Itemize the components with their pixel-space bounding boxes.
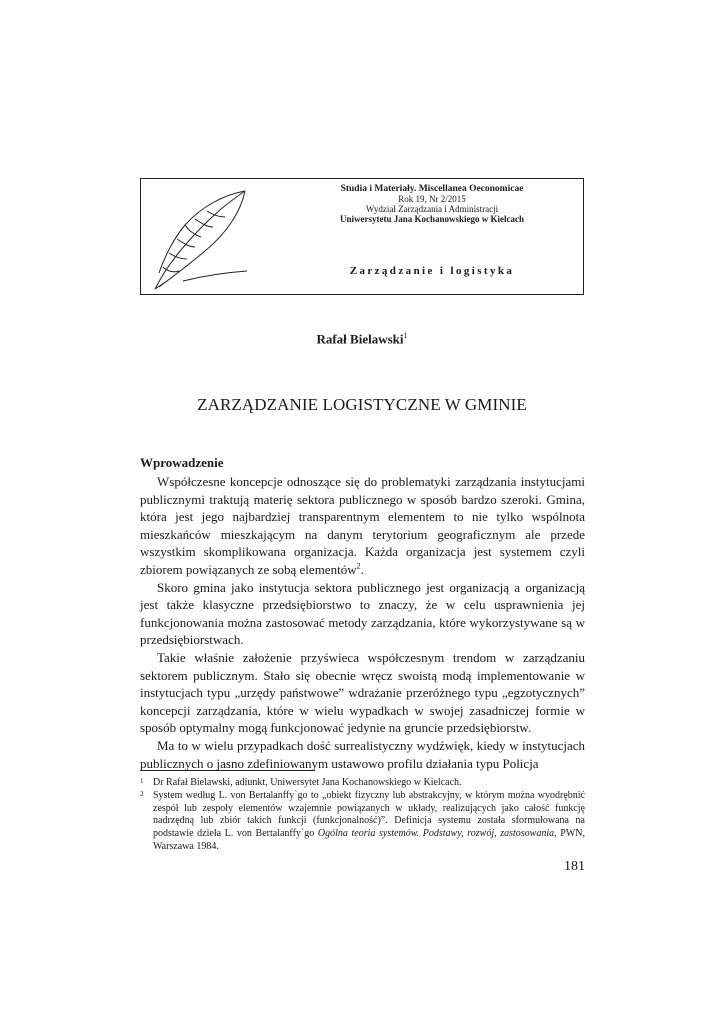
paragraph-1-end: . (360, 561, 364, 577)
footnote-number: 1 (140, 777, 144, 785)
journal-title: Studia i Materiały. Miscellanea Oeconomicae (340, 184, 524, 194)
author-text: Rafał Bielawski (316, 331, 404, 347)
article-title: ZARZĄDZANIE LOGISTYCZNE W GMINIE (197, 395, 527, 414)
section-heading: Wprowadzenie (140, 455, 224, 470)
journal-info (291, 184, 573, 224)
footnote-1 (140, 777, 585, 790)
author-footnote-ref[interactable]: 1 (403, 331, 408, 340)
footnote-text-end: , PWN, Warszawa 1984. (153, 828, 585, 852)
journal-faculty: Wydział Zarządzania i Administracji (365, 204, 499, 214)
footnotes (140, 777, 585, 854)
journal-header-box (140, 178, 584, 295)
paragraph-1 (140, 473, 585, 579)
footnote-ref-2[interactable]: 2 (356, 561, 361, 571)
paragraph-1-text: Współczesne koncepcje odnoszące się do problematyki zarządzania instytucjami publicznymi traktują materię sektora publicznego w sposób bardzo szeroki. Gmina, która jest jego najbardziej transparentnym elementem to nie tylko wspólnota mieszkańców mieszkającym na danym terytorium geograficznym ale przede wszystkim skomplikowana organizacja. Każda organizacja jest systemem czyli zbiorem powiązanych ze sobą elementów (140, 474, 585, 577)
paragraph-2: Skoro gmina jako instytucja sektora publicznego jest organizacją a organizacją jest także klasyczne przedsiębiorstwo to znaczy, że w celu usprawnienia jej funkcjonowania można zastosować metody zarządzania, które wykorzystywane są w przedsiębiorstwach. (140, 579, 585, 648)
footnote-2 (140, 790, 585, 854)
footnote-text: System według L. von Bertalanffy`go to „obiekt fizyczny lub abstrakcyjny, w którym można wyodrębnić zespół lub zespoły elementów wzajemnie powiązanych w układy, realizujących jako całość funkcję nadrzędną lub zbiór takich funkcji (funkcjonalność)”. Definicja systemu została sformułowana na podstawie dzieła L. von Bertalanffy`go (153, 789, 585, 840)
page-number: 181 (564, 859, 585, 874)
footnote-text: Dr Rafał Bielawski, adiunkt, Uniwersytet Jana Kochanowskiego w Kielcach. (153, 777, 462, 788)
paragraph-3: Takie właśnie założenie przyświeca współczesnym trendom w zarządzaniu sektorem publicznym. Stało się obecnie wręcz swoistą modą implementowanie w instytucjach typu „urzędy państwowe” wdrażanie przeróżnego typu „egzotycznych” koncepcji zarządzania, które w wielu wypadkach w swojej zasadniczej formie w sposób optymalny mogą funkcjonować jedynie na gruncie przedsiębiorstw. (140, 649, 585, 736)
journal-volume: Rok 19, Nr 2/2015 (398, 194, 466, 204)
footnote-book-title: Ogólna teoria systemów. Podstawy, rozwój, zastosowania (317, 828, 555, 840)
article-body (140, 473, 585, 772)
footnote-divider (140, 770, 315, 771)
author-name (0, 331, 724, 347)
footnote-number: 2 (140, 789, 144, 798)
paragraph-4: Ma to w wielu przypadkach dość surrealistyczny wydźwięk, kiedy w instytucjach publicznych o jasno zdefiniowanym ustawowo profilu działania typu Policja (140, 737, 585, 771)
journal-section: Zarządzanie i logistyka (349, 265, 515, 277)
journal-university: Uniwersytetu Jana Kochanowskiego w Kielcach (340, 214, 524, 224)
quill-icon (149, 185, 249, 291)
